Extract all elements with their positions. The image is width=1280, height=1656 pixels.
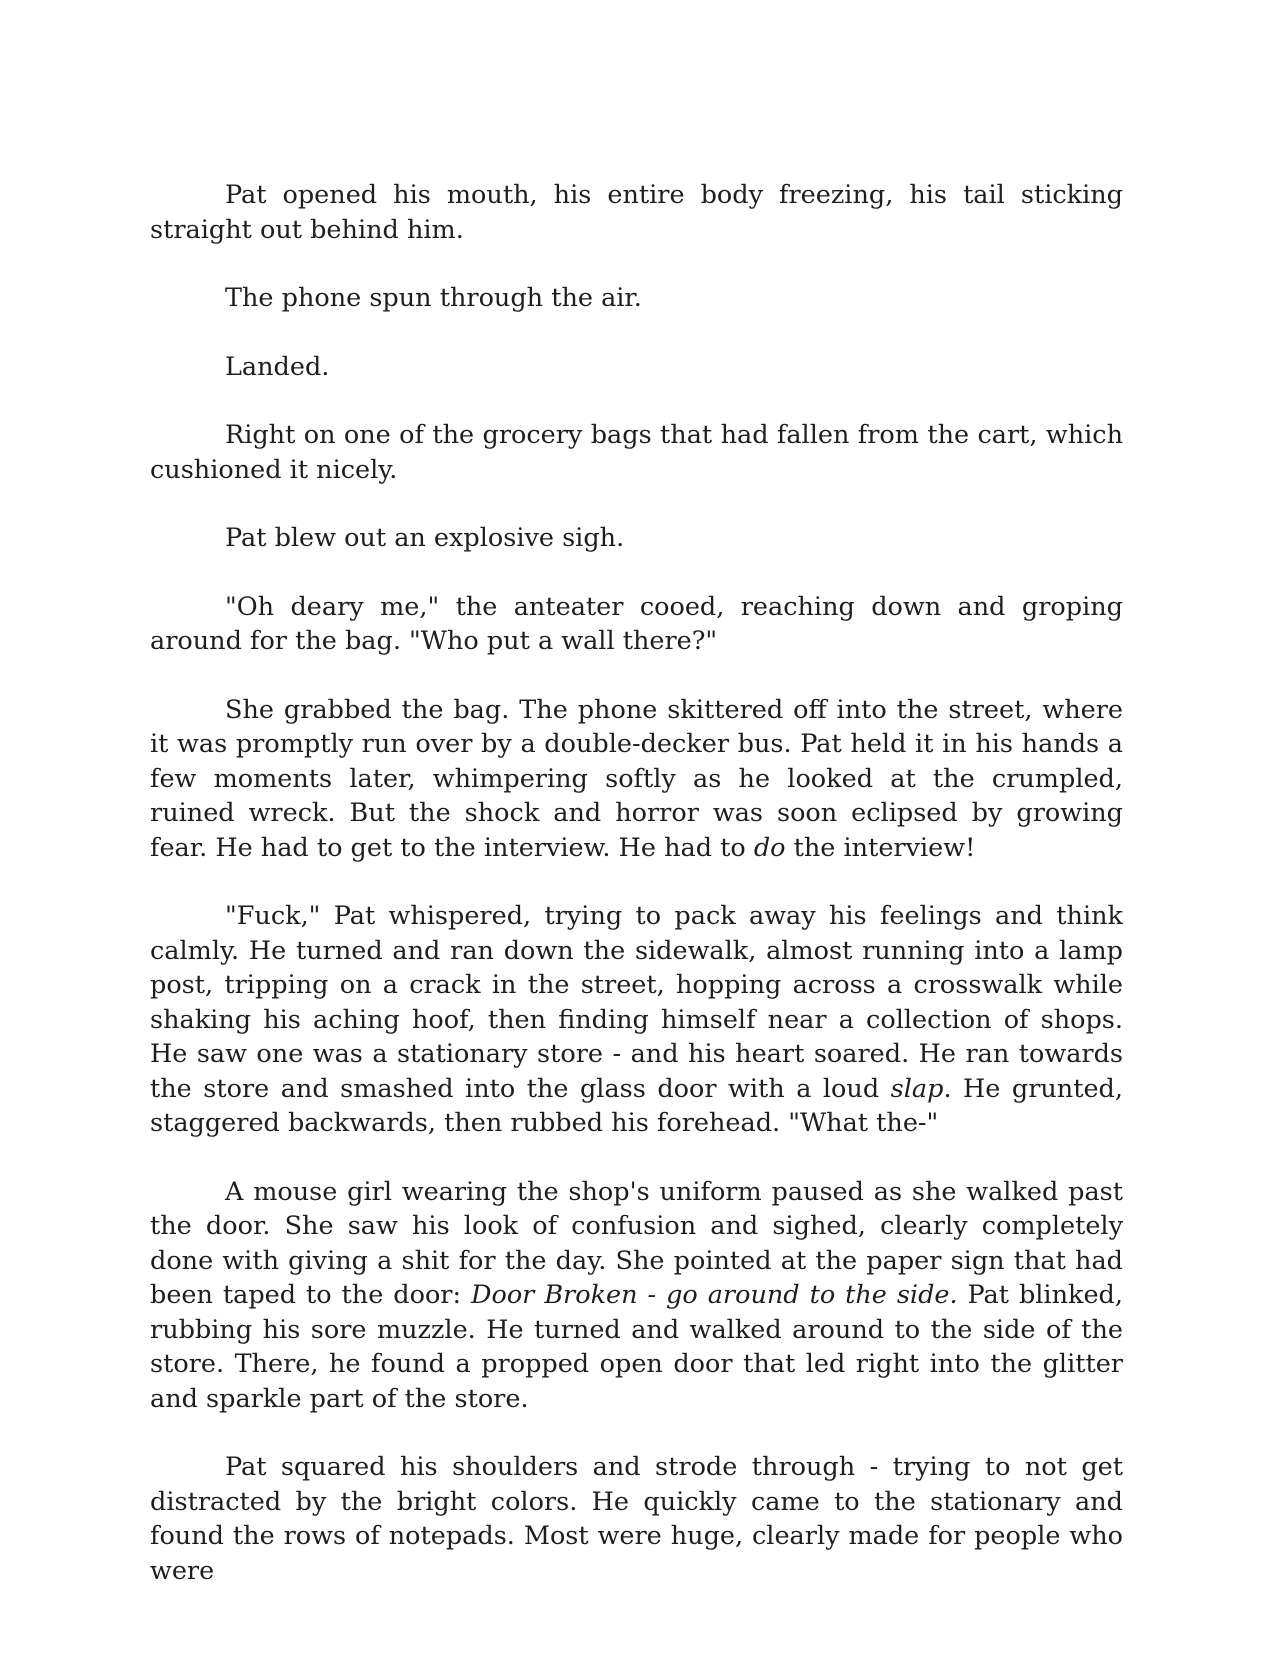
paragraph	[150, 693, 1123, 866]
italic-text: Door Broken - go around to the side.	[471, 1280, 958, 1310]
paragraph	[150, 899, 1123, 1141]
paragraph-text: Pat opened his mouth, his entire body freezing, his tail sticking straight out behind him.	[150, 180, 1123, 245]
paragraph-text: Pat blew out an explosive sigh.	[225, 523, 625, 553]
paragraph-text: Pat squared his shoulders and strode through - trying to not get distracted by the bright colors. He quickly came to the stationary and found the rows of notepads. Most were huge, clearly made for people who were	[150, 1452, 1123, 1586]
paragraph-text: A mouse girl wearing the shop's uniform paused as she walked past the door. She saw his look of confusion and sighed, clearly completely done with giving a shit for the day. She pointed at the paper sign that had been taped to the door:	[150, 1176, 1123, 1310]
paragraph	[150, 1175, 1123, 1417]
paragraph-text: The phone spun through the air.	[225, 283, 642, 313]
paragraph-text: Right on one of the grocery bags that had fallen from the cart, which cushioned it nicely.	[150, 420, 1123, 485]
paragraph	[150, 178, 1123, 247]
paragraph-text: the interview!	[785, 832, 976, 863]
paragraph	[150, 281, 1123, 316]
paragraph	[150, 418, 1123, 487]
paragraph	[150, 521, 1123, 556]
paragraph	[150, 590, 1123, 659]
paragraph-text: "Oh deary me," the anteater cooed, reaching down and groping around for the bag. "Who put a wall there?"	[150, 591, 1123, 656]
paragraph-text: . He grunted, staggered backwards, then rubbed his forehead. "What the-"	[150, 1073, 1123, 1138]
paragraph-text: Pat blinked, rubbing his sore muzzle. He turned and walked around to the side of the store. There, he found a propped open door that led right into the glitter and sparkle part of the store.	[150, 1280, 1123, 1414]
paragraph-text: She grabbed the bag. The phone skittered off into the street, where it was promptly run over by a double-decker bus. Pat held it in his hands a few moments later, whimpering softly as he looked at the crumpled, ruined wreck. But the shock and horror was soon eclipsed by growing fear. He had to get to the interview. He had to	[150, 694, 1123, 863]
paragraph-text: Landed.	[225, 351, 330, 382]
paragraph	[150, 1450, 1123, 1588]
paragraph	[150, 350, 1123, 385]
document-page	[150, 178, 1123, 1588]
paragraph-text: "Fuck," Pat whispered, trying to pack away his feelings and think calmly. He turned and ran down the sidewalk, almost running into a lamp post, tripping on a crack in the street, hopping across a crosswalk while shaking his aching hoof, then finding himself near a collection of shops. He saw one was a stationary store - and his heart soared. He ran towards the store and smashed into the glass door with a loud	[150, 901, 1123, 1104]
italic-text: do	[753, 832, 786, 863]
italic-text: slap	[890, 1073, 944, 1104]
